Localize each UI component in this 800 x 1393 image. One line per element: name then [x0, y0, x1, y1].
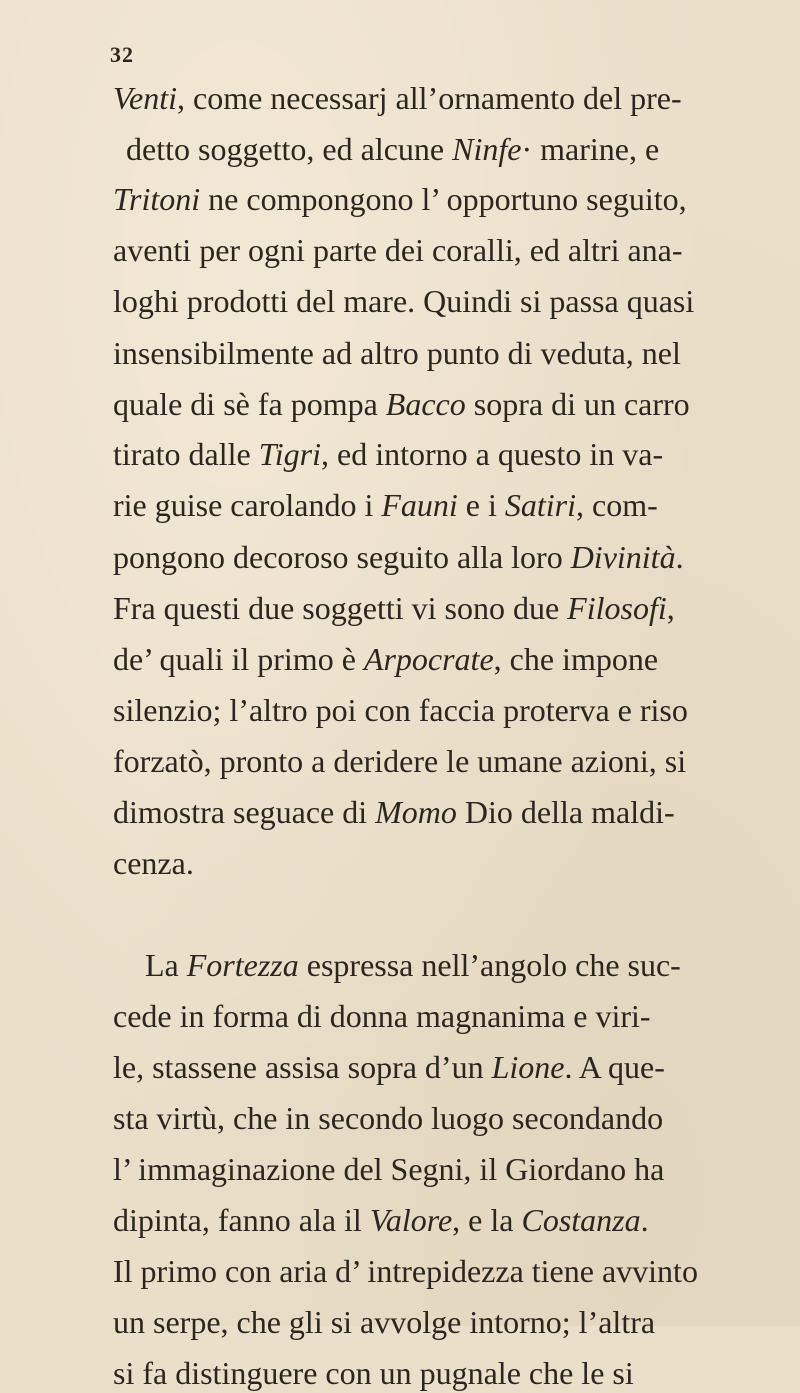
text-line — [113, 1149, 800, 1189]
text-line — [113, 843, 800, 883]
italic-term: Valore — [369, 1202, 453, 1238]
text-line — [113, 1098, 800, 1138]
text-line — [113, 639, 800, 679]
italic-term: Bacco — [385, 386, 466, 422]
text-line — [113, 485, 800, 525]
text-run: , come necessarj all’ornamento del pre- — [176, 80, 682, 116]
text-run: . A que- — [564, 1049, 665, 1085]
text-line — [113, 434, 800, 474]
text-line — [113, 1200, 800, 1240]
text-run: detto soggetto, ed alcune — [126, 131, 453, 167]
text-run: cenza. — [113, 845, 194, 881]
italic-term: Filosofi — [567, 590, 667, 626]
text-line — [113, 690, 800, 730]
text-line — [113, 179, 800, 219]
text-line — [113, 996, 800, 1036]
italic-term: Costanza — [521, 1202, 641, 1238]
text-line — [113, 281, 800, 321]
text-line — [126, 129, 800, 169]
italic-term: Tigri — [258, 436, 321, 472]
text-run: Dio della maldi- — [456, 794, 675, 830]
text-run: sopra di un carro — [465, 386, 690, 422]
text-run: insensibilmente ad altro punto di veduta, nel — [113, 335, 681, 371]
text-run: pongono decoroso seguito alla loro — [113, 539, 571, 575]
text-run: aventi per ogni parte dei coralli, ed altri ana- — [113, 232, 683, 268]
text-line — [113, 78, 800, 118]
italic-term: Ninfe — [452, 131, 522, 167]
text-run: · marine, e — [521, 131, 660, 167]
text-line — [113, 588, 800, 628]
italic-term: Fauni — [381, 487, 458, 523]
text-run: , com- — [576, 487, 658, 523]
italic-term: Satiri — [504, 487, 576, 523]
text-run: tirato dalle — [113, 436, 259, 472]
italic-term: Tritoni — [113, 181, 201, 217]
text-line — [113, 1302, 800, 1342]
text-run: La — [145, 947, 187, 983]
text-line — [113, 741, 800, 781]
text-run: dipinta, fanno ala il — [113, 1202, 370, 1238]
italic-term: Lione — [491, 1049, 565, 1085]
text-run: sta virtù, che in secondo luogo secondando — [113, 1100, 664, 1136]
text-run: Fra questi due soggetti vi sono due — [113, 590, 568, 626]
text-run: ne compongono l’ opportuno seguito, — [200, 181, 687, 217]
text-line — [113, 384, 800, 424]
text-run: , ed intorno a questo in va- — [320, 436, 664, 472]
text-run: silenzio; l’altro poi con faccia proterva e riso — [113, 692, 688, 728]
text-line — [113, 1353, 800, 1393]
page-number: 32 — [110, 42, 134, 67]
text-run: si fa distinguere con un pugnale che le si — [113, 1355, 634, 1391]
text-run: le, stassene assisa sopra d’un — [113, 1049, 492, 1085]
text-run: quale di sè fa pompa — [113, 386, 386, 422]
text-line — [113, 230, 800, 270]
text-run: , — [666, 590, 675, 626]
italic-term: Venti — [113, 80, 177, 116]
text-run: . — [675, 539, 684, 575]
text-line — [113, 333, 800, 373]
text-line — [113, 1251, 800, 1291]
text-run: rie guise carolando i — [113, 487, 382, 523]
text-run: forzatò, pronto a deridere le umane azioni, si — [113, 743, 687, 779]
text-run: Il primo con aria d’ intrepidezza tiene avvinto — [113, 1253, 698, 1289]
text-run: cede in forma di donna magnanima e viri- — [113, 998, 651, 1034]
text-run: . — [640, 1202, 649, 1238]
text-run: un serpe, che gli si avvolge intorno; l’altra — [113, 1304, 656, 1340]
text-line — [113, 792, 800, 832]
text-run: espressa nell’angolo che suc- — [298, 947, 681, 983]
italic-term: Momo — [375, 794, 457, 830]
text-line — [145, 945, 800, 985]
text-run: , che impone — [493, 641, 659, 677]
text-line — [113, 1047, 800, 1087]
text-run: e i — [457, 487, 505, 523]
text-run: de’ quali il primo è — [113, 641, 364, 677]
italic-term: Divinità — [570, 539, 676, 575]
text-run: loghi prodotti del mare. Quindi si passa quasi — [113, 283, 695, 319]
text-line — [113, 537, 800, 577]
text-run: dimostra seguace di — [113, 794, 376, 830]
text-run: , e la — [452, 1202, 522, 1238]
text-run: l’ immaginazione del Segni, il Giordano ha — [113, 1151, 665, 1187]
italic-term: Arpocrate — [363, 641, 494, 677]
italic-term: Fortezza — [186, 947, 299, 983]
